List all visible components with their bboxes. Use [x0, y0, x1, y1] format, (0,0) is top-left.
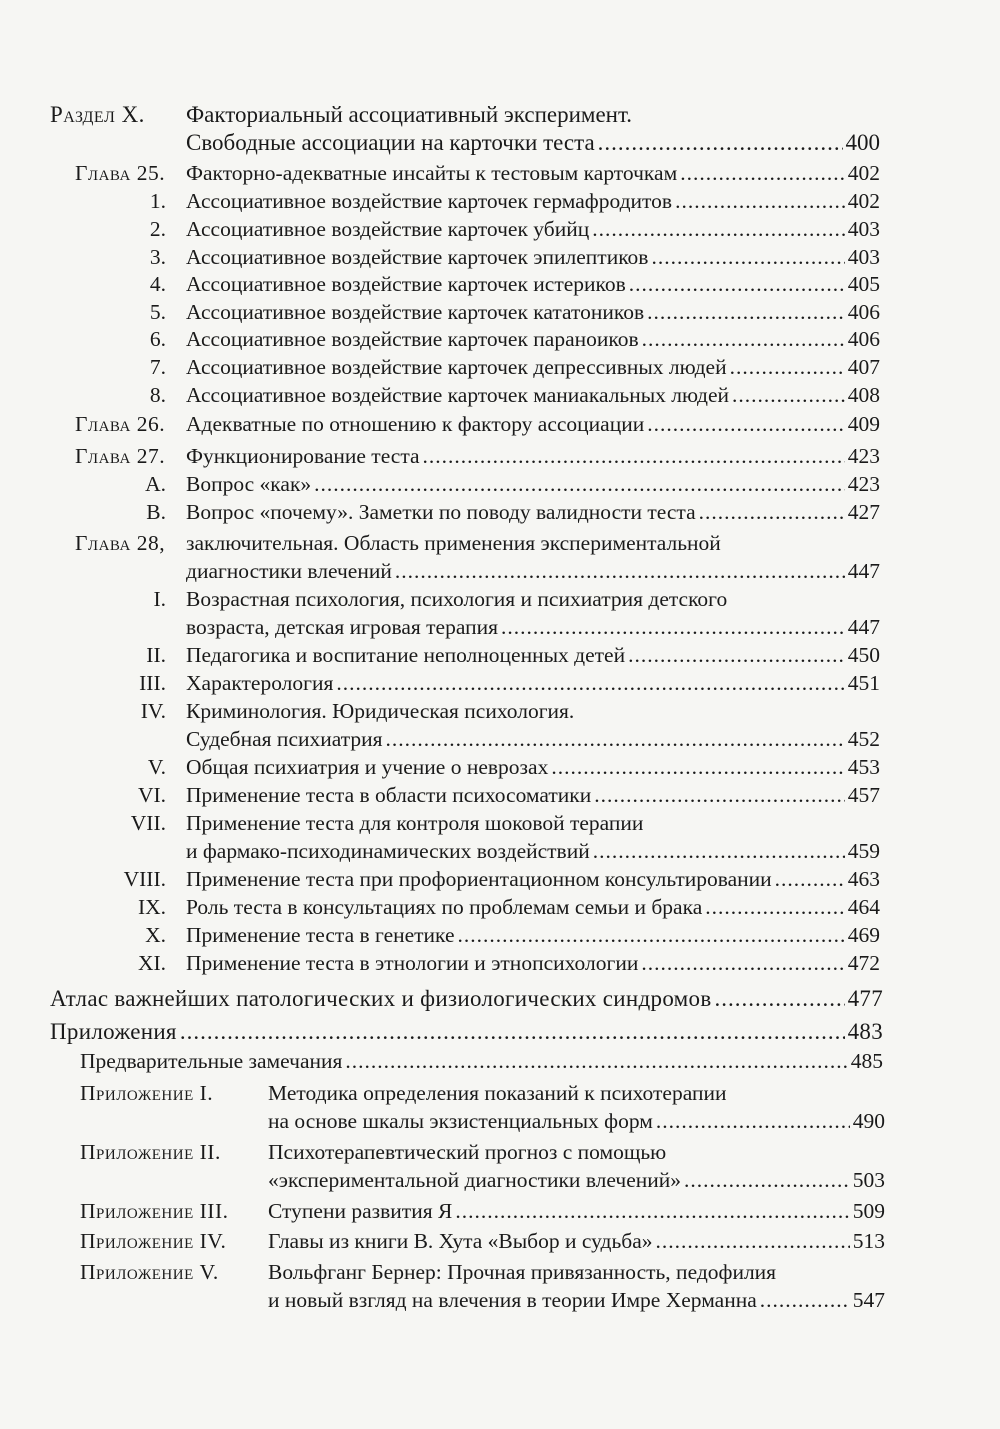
appendix-label: Приложение III.: [80, 1199, 229, 1223]
appendix-title-line2: «экспериментальной диагностики влечений»: [268, 1168, 682, 1192]
leader-dots: [551, 754, 844, 781]
leader-dots: [760, 1287, 850, 1314]
entry-title: Общая психиатрия и учение о неврозах: [186, 755, 549, 779]
page-number: 457: [847, 783, 880, 807]
chapter-label: Глава 28,: [75, 531, 166, 555]
entry-title: Ассоциативное воздействие карточек эпилептиков: [186, 245, 649, 269]
entry-number: 7.: [149, 355, 166, 379]
page-number: 447: [847, 559, 880, 583]
entry-title-line2: возраста, детская игровая терапия: [186, 615, 498, 639]
page-number: 453: [847, 755, 880, 779]
page-number: 406: [847, 327, 880, 351]
entry-title: Роль теста в консультациях по проблемам семьи и брака: [186, 895, 703, 919]
page-number: 503: [852, 1168, 885, 1192]
leader-dots: [180, 1018, 845, 1045]
chapter-label: Глава 25.: [75, 161, 166, 185]
appendix-title: Главы из книги В. Хута «Выбор и судьба»: [268, 1229, 653, 1253]
page-number: 407: [847, 355, 880, 379]
leader-dots: [501, 614, 845, 641]
page-number: 400: [845, 130, 880, 155]
appendix-title-line2: на основе шкалы экзистенциальных форм: [268, 1109, 653, 1133]
leader-dots: [458, 922, 845, 949]
leader-dots: [675, 188, 845, 215]
entry-number: 3.: [149, 245, 166, 269]
leader-dots: [345, 1048, 847, 1075]
page-number: 513: [852, 1229, 885, 1253]
leader-dots: [641, 950, 844, 977]
page-number: 423: [847, 444, 880, 468]
leader-dots: [592, 216, 845, 243]
leader-dots: [629, 271, 845, 298]
entry-title: Характерология: [186, 671, 334, 695]
chapter-title: Функционирование теста: [186, 444, 420, 468]
appendix-label: Приложение I.: [80, 1081, 214, 1105]
entry-title: Применение теста при профориентационном консультировании: [186, 867, 772, 891]
leader-dots: [386, 726, 845, 753]
entry-title: Вопрос «как»: [186, 472, 312, 496]
entry-number: VII.: [130, 811, 166, 835]
page-number: 509: [852, 1199, 885, 1223]
chapter-title: Адекватные по отношению к фактору ассоциации: [186, 412, 645, 436]
page-number: 408: [847, 383, 880, 407]
entry-number: 8.: [149, 383, 166, 407]
section-label: Раздел X.: [50, 102, 145, 127]
entry-title: Применение теста в области психосоматики: [186, 783, 592, 807]
page-number: 463: [847, 867, 880, 891]
atlas-title: Атлас важнейших патологических и физиологических синдромов: [50, 986, 712, 1011]
entry-number: 6.: [149, 327, 166, 351]
appendices-title: Приложения: [50, 1019, 177, 1044]
section-title-line1: Факториальный ассоциативный эксперимент.: [186, 102, 633, 127]
entry-number: I.: [153, 587, 166, 611]
leader-dots: [656, 1228, 850, 1255]
leader-dots: [680, 160, 845, 187]
appendix-title: Ступени развития Я: [268, 1199, 453, 1223]
entry-title: Ассоциативное воздействие карточек маниакальных людей: [186, 383, 729, 407]
entry-number: VI.: [137, 783, 166, 807]
leader-dots: [699, 499, 845, 526]
leader-dots: [314, 471, 845, 498]
leader-dots: [656, 1108, 850, 1135]
leader-dots: [423, 443, 845, 470]
appendix-title-line2: и новый взгляд на влечения в теории Имре Херманна: [268, 1288, 757, 1312]
entry-title: Ассоциативное воздействие карточек истериков: [186, 272, 626, 296]
leader-dots: [730, 354, 845, 381]
page-number: 477: [847, 986, 883, 1011]
page-number: 403: [847, 245, 880, 269]
entry-number: VIII.: [123, 867, 166, 891]
page-number: 402: [847, 161, 880, 185]
entry-number: B.: [146, 500, 166, 524]
section-title-line2: Свободные ассоциации на карточки теста: [186, 130, 595, 155]
leader-dots: [455, 1198, 849, 1225]
entry-title: Ассоциативное воздействие карточек кататоников: [186, 300, 645, 324]
entry-title: Ассоциативное воздействие карточек гермафродитов: [186, 189, 673, 213]
page-number: 406: [847, 300, 880, 324]
page-number: 451: [847, 671, 880, 695]
page-number: 459: [847, 839, 880, 863]
chapter-title-line1: заключительная. Область применения экспериментальной: [186, 531, 721, 555]
entry-number: V.: [147, 755, 166, 779]
leader-dots: [598, 129, 843, 156]
entry-title: Ассоциативное воздействие карточек убийц: [186, 217, 590, 241]
entry-number: III.: [139, 671, 166, 695]
entry-number: IX.: [137, 895, 166, 919]
page-number: 490: [852, 1109, 885, 1133]
entry-number: A.: [145, 472, 166, 496]
entry-title: Вопрос «почему». Заметки по поводу валидности теста: [186, 500, 696, 524]
entry-title: Ассоциативное воздействие карточек параноиков: [186, 327, 639, 351]
appendix-title-line1: Вольфганг Бернер: Прочная привязанность, педофилия: [268, 1260, 777, 1284]
leader-dots: [705, 894, 845, 921]
leader-dots: [647, 299, 845, 326]
entry-number: 1.: [149, 189, 166, 213]
entry-number: X.: [145, 923, 166, 947]
entry-number: XI.: [137, 951, 166, 975]
page-number: 427: [847, 500, 880, 524]
page-number: 452: [847, 727, 880, 751]
leader-dots: [651, 244, 844, 271]
leader-dots: [684, 1167, 850, 1194]
appendix-label: Приложение V.: [80, 1260, 219, 1284]
chapter-title-line2: диагностики влечений: [186, 559, 392, 583]
entry-title-line1: Возрастная психология, психология и психиатрия детского: [186, 587, 728, 611]
entry-title: Применение теста в генетике: [186, 923, 455, 947]
leader-dots: [594, 782, 845, 809]
entry-number: II.: [146, 643, 166, 667]
leader-dots: [715, 985, 845, 1012]
entry-title-line2: и фармако-психодинамических воздействий: [186, 839, 590, 863]
chapter-label: Глава 26.: [75, 412, 166, 436]
entry-title-line1: Криминология. Юридическая психология.: [186, 699, 575, 723]
entry-title: Педагогика и воспитание неполноценных детей: [186, 643, 626, 667]
page-number: 409: [847, 412, 880, 436]
page-number: 472: [847, 951, 880, 975]
leader-dots: [593, 838, 845, 865]
entry-title-line1: Применение теста для контроля шоковой терапии: [186, 811, 644, 835]
appendix-title-line1: Методика определения показаний к психотерапии: [268, 1081, 727, 1105]
page-number: 450: [847, 643, 880, 667]
entry-number: 5.: [149, 300, 166, 324]
page-number: 405: [847, 272, 880, 296]
leader-dots: [395, 558, 845, 585]
page-number: 403: [847, 217, 880, 241]
chapter-label: Глава 27.: [75, 444, 166, 468]
leader-dots: [336, 670, 844, 697]
chapter-title: Факторно-адекватные инсайты к тестовым карточкам: [186, 161, 678, 185]
page-number: 402: [847, 189, 880, 213]
entry-title: Применение теста в этнологии и этнопсихологии: [186, 951, 639, 975]
entry-number: 2.: [149, 217, 166, 241]
page-number: 423: [847, 472, 880, 496]
entry-title-line2: Судебная психиатрия: [186, 727, 383, 751]
entry-title: Ассоциативное воздействие карточек депрессивных людей: [186, 355, 727, 379]
page-number: 485: [850, 1049, 883, 1073]
leader-dots: [628, 642, 845, 669]
page-number: 447: [847, 615, 880, 639]
page-number: 464: [847, 895, 880, 919]
leader-dots: [775, 866, 845, 893]
appendix-label: Приложение II.: [80, 1140, 221, 1164]
entry-number: IV.: [140, 699, 166, 723]
entry-number: 4.: [149, 272, 166, 296]
page-number: 547: [852, 1288, 885, 1312]
appendix-title-line1: Психотерапевтический прогноз с помощью: [268, 1140, 667, 1164]
leader-dots: [642, 326, 845, 353]
prelim-title: Предварительные замечания: [80, 1049, 343, 1073]
leader-dots: [732, 382, 845, 409]
appendix-label: Приложение IV.: [80, 1229, 227, 1253]
leader-dots: [647, 411, 845, 438]
page-number: 483: [847, 1019, 883, 1044]
page-number: 469: [847, 923, 880, 947]
